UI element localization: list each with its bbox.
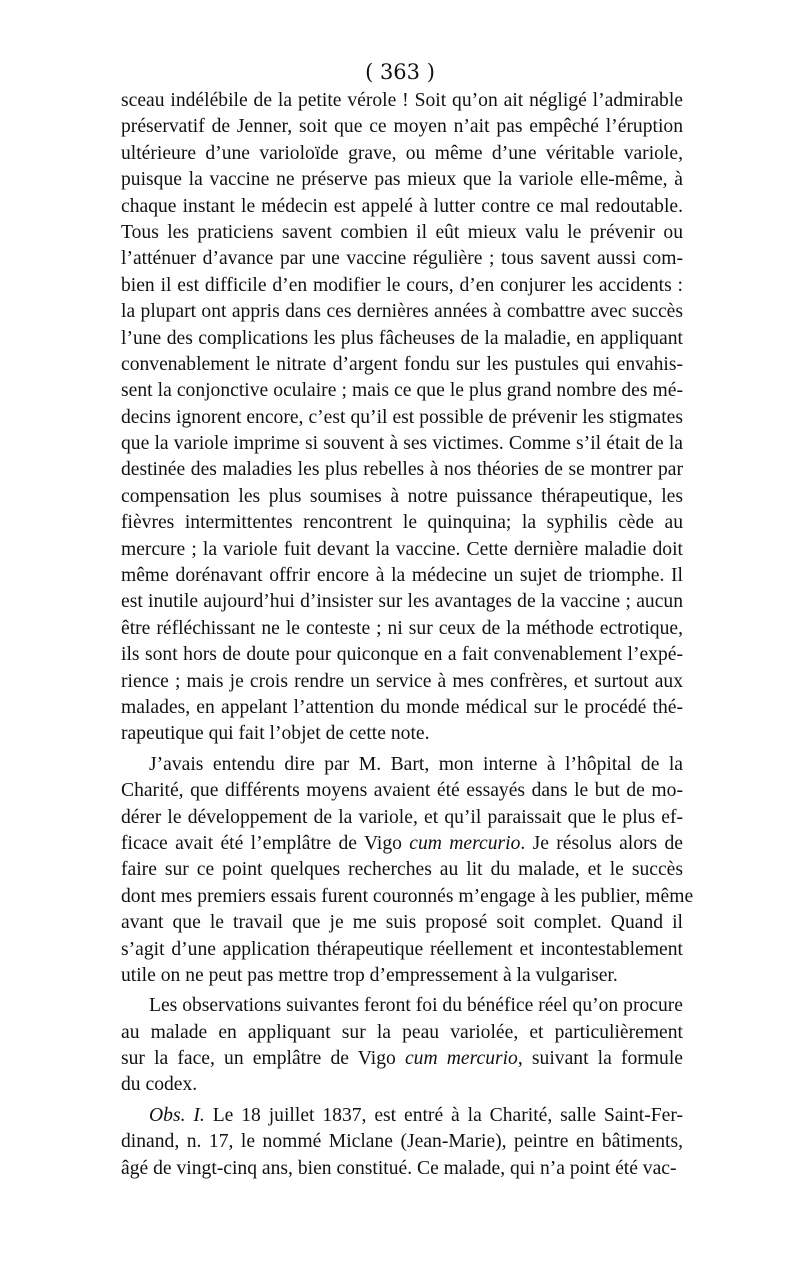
paragraph (121, 993, 683, 1099)
text-line: sent la conjonctive oculaire ; mais ce que le plus grand nombre des mé- (121, 380, 683, 402)
text-line: decins ignorent encore, c’est qu’il est possible de prévenir les stigmates (121, 406, 683, 428)
text-line: J’avais entendu dire par M. Bart, mon interne à l’hôpital de la (149, 753, 683, 775)
text-line: dont mes premiers essais furent couronnés m’engage à les publier, même (121, 885, 694, 907)
text-line: faire sur ce point quelques recherches au lit du malade, et le succès (121, 859, 683, 881)
text-line: sceau indélébile de la petite vérole ! Soit qu’on ait négligé l’admirable (121, 90, 683, 111)
text-line: rapeutique qui fait l’objet de cette note. (121, 723, 430, 745)
text-line: s’agit d’une application thérapeutique réellement et incontestablement (121, 938, 683, 960)
text-line: la plupart ont appris dans ces dernières années à combattre avec succès (121, 301, 683, 323)
text-line: utile on ne peut pas mettre trop d’empressement à la vulgariser. (121, 964, 618, 986)
text-line: Les observations suivantes feront foi du bénéfice réel qu’on procure (149, 995, 683, 1017)
italic-text: cum mercurio (409, 832, 521, 854)
text-line: chaque instant le médecin est appelé à lutter contre ce mal redoutable. (121, 195, 683, 217)
paragraph (121, 88, 683, 748)
paragraph (121, 1103, 683, 1182)
text-line: l’atténuer d’avance par une vaccine régulière ; tous savent aussi com- (121, 248, 683, 270)
text-line: ils sont hors de doute pour quiconque en a fait convenablement l’expé- (121, 644, 683, 666)
page-number: ( 363 ) (365, 60, 435, 84)
text-line: sur la face, un emplâtre de Vigo cum mercurio, suivant la formule (121, 1048, 683, 1070)
text-line: au malade en appliquant sur la peau variolée, et particulièrement (121, 1021, 683, 1043)
text-line: même dorénavant offrir encore à la médecine un sujet de triomphe. Il (121, 565, 683, 587)
text-line: avant que le travail que je me suis proposé soit complet. Quand il (121, 912, 683, 934)
text-line: mercure ; la variole fuit devant la vaccine. Cette dernière maladie doit (121, 538, 683, 560)
text-line: rience ; mais je crois rendre un service à mes confrères, et surtout aux (121, 670, 683, 692)
text-line: âgé de vingt-cinq ans, bien constitué. Ce malade, qui n’a point été vac- (121, 1157, 677, 1179)
text-line: Tous les praticiens savent combien il eût mieux valu le prévenir ou (121, 221, 683, 243)
text-line: ficace avait été l’emplâtre de Vigo cum mercurio. Je résolus alors de (121, 832, 683, 854)
text-line: puisque la vaccine ne préserve pas mieux que la variole elle-même, à (121, 169, 683, 191)
italic-text: cum mercurio (404, 1048, 518, 1070)
text-line: être réfléchissant ne le conteste ; ni sur ceux de la méthode ectrotique, (121, 617, 683, 639)
text-line: bien il est difficile d’en modifier le cours, d’en conjurer les accidents : (121, 274, 683, 296)
text-line: dérer le développement de la variole, et qu’il paraissait que le plus ef- (121, 806, 683, 828)
italic-text: Obs. I. (149, 1104, 205, 1126)
text-line: que la variole imprime si souvent à ses victimes. Comme s’il était de la (121, 433, 683, 455)
text-line: du codex. (121, 1074, 198, 1096)
text-line: préservatif de Jenner, soit que ce moyen n’ait pas empêché l’éruption (121, 116, 683, 138)
text-line: est inutile aujourd’hui d’insister sur les avantages de la vaccine ; aucun (121, 591, 683, 613)
text-line: dinand, n. 17, le nommé Miclane (Jean-Marie), peintre en bâtiments, (121, 1131, 683, 1153)
body-text (121, 88, 694, 1182)
text-line: destinée des maladies les plus rebelles à nos théories de se montrer par (121, 459, 683, 481)
text-line: fièvres intermittentes rencontrent le quinquina; la syphilis cède au (121, 512, 683, 534)
text-line: Charité, que différents moyens avaient été essayés dans le but de mo- (121, 780, 683, 802)
text-line: convenablement le nitrate d’argent fondu sur les pustules qui envahis- (121, 353, 683, 375)
text-line: l’une des complications les plus fâcheuses de la maladie, en appliquant (121, 327, 683, 349)
text-line: Obs. I. Le 18 juillet 1837, est entré à la Charité, salle Saint-Fer- (149, 1104, 683, 1126)
text-line: ultérieure d’une varioloïde grave, ou même d’une véritable variole, (121, 142, 683, 164)
paragraph (121, 752, 694, 990)
text-line: malades, en appelant l’attention du monde médical sur le procédé thé- (121, 696, 683, 718)
text-line: compensation les plus soumises à notre puissance thérapeutique, les (121, 485, 683, 507)
